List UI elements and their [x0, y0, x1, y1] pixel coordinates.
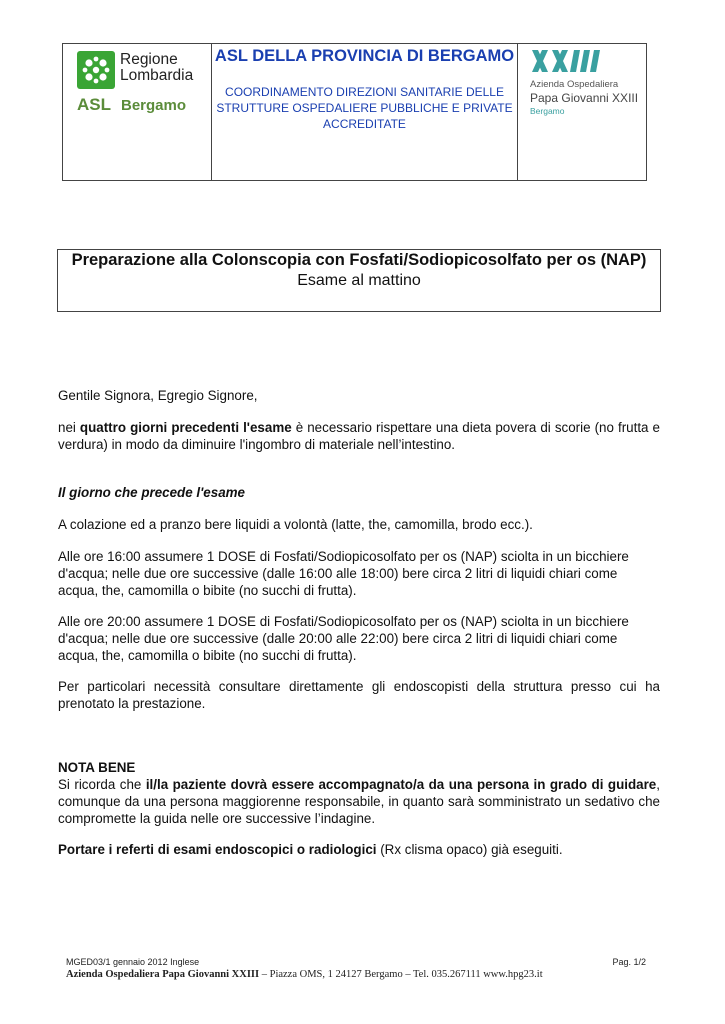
- footer-address: [66, 969, 646, 980]
- page-number: Pag. 1/2: [612, 957, 646, 967]
- lombardia-text: Lombardia: [120, 66, 194, 84]
- asl-subtitle: COORDINAMENTO DIREZIONI SANITARIE DELLE STRUTTURE OSPEDALIERE PUBBLICHE E PRIVATE ACCREDITATE: [216, 85, 513, 131]
- dose-16-paragraph: Alle ore 16:00 assumere 1 DOSE di Fosfati/Sodiopicosolfato per os (NAP) sciolta in un bicchiere d'acqua; nelle due ore successive (dalle 16:00 alle 18:00) bere circa 2 litri di liquidi chiari come acqua, the, camomilla o bibite (no succhi di frutta).: [58, 549, 629, 598]
- regione-text: Regione: [120, 51, 178, 68]
- papa-giovanni-line1: Azienda Ospedaliera: [530, 79, 619, 90]
- intro-paragraph: [58, 419, 660, 453]
- document-subtitle: Esame al mattino: [297, 272, 421, 289]
- asl-city-text: Bergamo: [121, 97, 187, 114]
- footer-org: Azienda Ospedaliera Papa Giovanni XXIII: [66, 969, 260, 980]
- intro-pre: nei: [58, 420, 80, 435]
- referti-post: (Rx clisma opaco) già eseguiti.: [376, 842, 563, 857]
- section-heading: Il giorno che precede l'esame: [58, 485, 246, 500]
- document-title-box: [57, 249, 661, 312]
- letterhead: [62, 43, 647, 181]
- papa-giovanni-line2: Papa Giovanni XXIII: [530, 91, 639, 105]
- footer-meta: [66, 957, 646, 967]
- note-pre: Si ricorda che: [58, 777, 146, 792]
- intro-bold: quattro giorni precedenti l'esame: [79, 420, 292, 435]
- footer-code: MGED03/1 gennaio 2012 Inglese: [66, 957, 200, 967]
- asl-title: ASL DELLA PROVINCIA DI BERGAMO: [214, 47, 515, 65]
- regione-lombardia-wordmark: [120, 52, 193, 83]
- referti-paragraph: [58, 841, 660, 858]
- particular-paragraph: Per particolari necessità consultare direttamente gli endoscopisti della struttura presso cui ha prenotato la prestazione.: [58, 679, 660, 711]
- breakfast-paragraph: A colazione ed a pranzo bere liquidi a volontà (latte, the, camomilla, brodo ecc.).: [58, 517, 533, 532]
- dose-20-paragraph: Alle ore 20:00 assumere 1 DOSE di Fosfati/Sodiopicosolfato per os (NAP) sciolta in un bicchiere d'acqua; nelle due ore successive (dalle 20:00 alle 22:00) bere circa 2 litri di liquidi chiari come acqua, the, camomilla o bibite (no succhi di frutta).: [58, 614, 629, 663]
- papa-giovanni-mark-icon: [530, 50, 606, 72]
- note-post: , comunque da una persona maggiorenne responsabile, in quanto sarà somministrato un sedativo che compromette la guida nelle ore successive l’indagine.: [58, 777, 660, 826]
- note-paragraph: [58, 776, 660, 827]
- footer-address-text: – Piazza OMS, 1 24127 Bergamo – Tel. 035.267111 www.hpg23.it: [259, 969, 543, 980]
- regione-lombardia-logo: [63, 44, 212, 180]
- referti-bold: Portare i referti di esami endoscopici o radiologici: [58, 842, 377, 857]
- letterhead-center: [212, 44, 518, 180]
- document-title: Preparazione alla Colonscopia con Fosfati/Sodiopicosolfato per os (NAP): [71, 251, 647, 269]
- intro-post: è necessario rispettare una dieta povera di scorie (no frutta e verdura) in modo da diminuire l'ingombro di materiale nell’intestino.: [58, 420, 660, 452]
- greeting: Gentile Signora, Egregio Signore,: [58, 388, 258, 403]
- regione-lombardia-rose-icon: [77, 51, 115, 89]
- papa-giovanni-logo: [518, 44, 646, 180]
- papa-giovanni-line3: Bergamo: [530, 106, 565, 116]
- note-bold: il/la paziente dovrà essere accompagnato/a da una persona in grado di guidare: [145, 777, 657, 792]
- asl-text: ASL: [77, 95, 111, 114]
- note-heading: NOTA BENE: [58, 760, 136, 775]
